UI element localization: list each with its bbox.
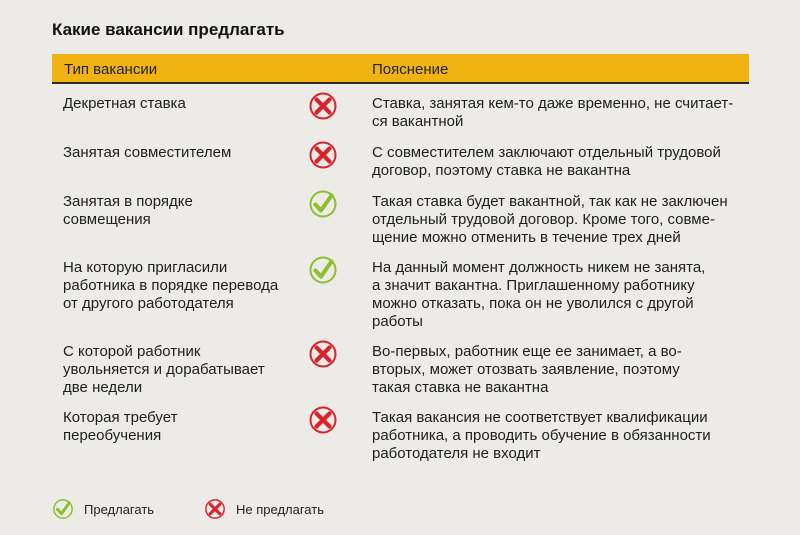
explanation-line: Ставка, занятая кем-то даже временно, не считает- (372, 95, 734, 112)
column-header-type: Тип вакансии (64, 61, 158, 78)
vacancy-explanation (372, 95, 752, 131)
vacancy-type-line: работника в порядке перевода (63, 277, 279, 294)
table-header (52, 54, 749, 84)
green-check-icon (308, 255, 338, 285)
vacancy-type (63, 144, 298, 162)
explanation-line: отдельный трудовой договор. Кроме того, совме- (372, 211, 715, 228)
red-cross-icon (308, 91, 338, 121)
vacancy-type (63, 259, 298, 313)
vacancy-explanation (372, 193, 752, 247)
red-cross-icon (308, 405, 338, 435)
vacancy-explanation (372, 409, 752, 463)
page-title: Какие вакансии предлагать (52, 20, 285, 39)
explanation-line: На данный момент должность никем не занята, (372, 259, 706, 276)
legend-label: Не предлагать (236, 502, 324, 517)
explanation-line: договор, поэтому ставка не вакантна (372, 162, 631, 179)
explanation-line: работы (372, 313, 423, 330)
explanation-line: Такая вакансия не соответствует квалификации (372, 409, 708, 426)
vacancy-type-line: от другого работодателя (63, 295, 234, 312)
vacancy-type-line: С которой работник (63, 343, 201, 360)
vacancy-type-line: совмещения (63, 211, 151, 228)
explanation-line: вторых, может отозвать заявление, поэтому (372, 361, 680, 378)
explanation-line: щение можно отменить в течение трех дней (372, 229, 681, 246)
column-header-explanation: Пояснение (372, 61, 449, 78)
explanation-line: С совместителем заключают отдельный трудовой (372, 144, 721, 161)
explanation-line: можно отказать, пока он не уволился с другой (372, 295, 694, 312)
vacancy-type (63, 343, 298, 397)
red-cross-icon (308, 140, 338, 170)
vacancy-type (63, 95, 298, 113)
explanation-line: Такая ставка будет вакантной, так как не заключен (372, 193, 728, 210)
vacancy-type-line: Декретная ставка (63, 95, 186, 112)
explanation-line: такая ставка не вакантна (372, 379, 549, 396)
red-cross-icon (204, 498, 226, 520)
vacancy-type-line: увольняется и дорабатывает (63, 361, 265, 378)
vacancy-type (63, 193, 298, 229)
vacancy-type-line: две недели (63, 379, 143, 396)
vacancy-type-line: Занятая совместителем (63, 144, 232, 161)
red-cross-icon (308, 339, 338, 369)
vacancy-type (63, 409, 298, 445)
legend-label: Предлагать (84, 502, 155, 517)
vacancy-type-line: Которая требует (63, 409, 178, 426)
vacancy-explanation (372, 343, 752, 397)
green-check-icon (308, 189, 338, 219)
explanation-line: работодателя не входит (372, 445, 541, 462)
explanation-line: работника, а проводить обучение в обязанности (372, 427, 711, 444)
explanation-line: а значит вакантна. Приглашенному работнику (372, 277, 695, 294)
vacancy-type-line: Занятая в порядке (63, 193, 193, 210)
vacancy-type-line: На которую пригласили (63, 259, 228, 276)
vacancy-type-line: переобучения (63, 427, 162, 444)
vacancy-explanation (372, 144, 752, 180)
explanation-line: ся вакантной (372, 113, 464, 130)
green-check-icon (52, 498, 74, 520)
explanation-line: Во-первых, работник еще ее занимает, а во- (372, 343, 682, 360)
vacancy-explanation (372, 259, 752, 331)
